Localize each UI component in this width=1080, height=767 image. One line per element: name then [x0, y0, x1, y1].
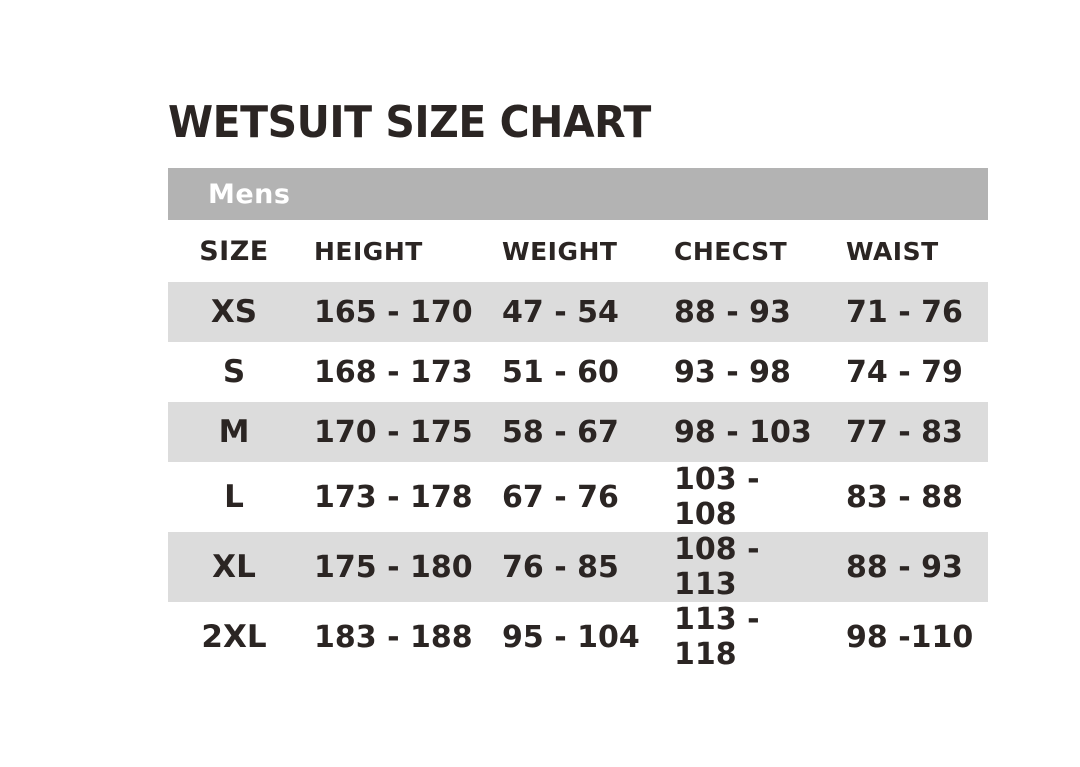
cell-weight: 76 - 85 [488, 532, 660, 602]
cell-chest: 93 - 98 [660, 342, 832, 402]
cell-chest: 113 - 118 [660, 602, 832, 672]
column-header-size: SIZE [168, 220, 300, 282]
cell-size: M [168, 402, 300, 462]
cell-waist: 74 - 79 [832, 342, 988, 402]
size-chart-container [168, 97, 988, 673]
cell-weight: 58 - 67 [488, 402, 660, 462]
cell-chest: 98 - 103 [660, 402, 832, 462]
cell-weight: 51 - 60 [488, 342, 660, 402]
table-row [168, 402, 988, 462]
cell-height: 165 - 170 [300, 282, 488, 342]
table-row [168, 462, 988, 532]
column-header-chest: CHECST [660, 220, 832, 282]
column-header-waist: WAIST [832, 220, 988, 282]
cell-size: L [168, 462, 300, 532]
cell-waist: 88 - 93 [832, 532, 988, 602]
cell-weight: 95 - 104 [488, 602, 660, 672]
cell-height: 183 - 188 [300, 602, 488, 672]
cell-size: S [168, 342, 300, 402]
cell-size: XL [168, 532, 300, 602]
cell-chest: 103 - 108 [660, 462, 832, 532]
cell-size: XS [168, 282, 300, 342]
table-row [168, 602, 988, 672]
cell-chest: 108 - 113 [660, 532, 832, 602]
table-row [168, 532, 988, 602]
table-row [168, 342, 988, 402]
cell-waist: 98 -110 [832, 602, 988, 672]
column-header-height: HEIGHT [300, 220, 488, 282]
cell-waist: 71 - 76 [832, 282, 988, 342]
cell-weight: 67 - 76 [488, 462, 660, 532]
page-title: WETSUIT SIZE CHART [168, 97, 651, 148]
size-chart-table [168, 168, 988, 672]
table-row [168, 282, 988, 342]
cell-height: 170 - 175 [300, 402, 488, 462]
table-header-row [168, 220, 988, 282]
column-header-weight: WEIGHT [488, 220, 660, 282]
cell-height: 175 - 180 [300, 532, 488, 602]
cell-waist: 77 - 83 [832, 402, 988, 462]
cell-height: 168 - 173 [300, 342, 488, 402]
cell-waist: 83 - 88 [832, 462, 988, 532]
cell-chest: 88 - 93 [660, 282, 832, 342]
category-band-label: Mens [208, 178, 291, 210]
table-category-band [168, 168, 988, 220]
cell-weight: 47 - 54 [488, 282, 660, 342]
cell-height: 173 - 178 [300, 462, 488, 532]
cell-size: 2XL [168, 602, 300, 672]
category-band-cell [168, 168, 988, 220]
